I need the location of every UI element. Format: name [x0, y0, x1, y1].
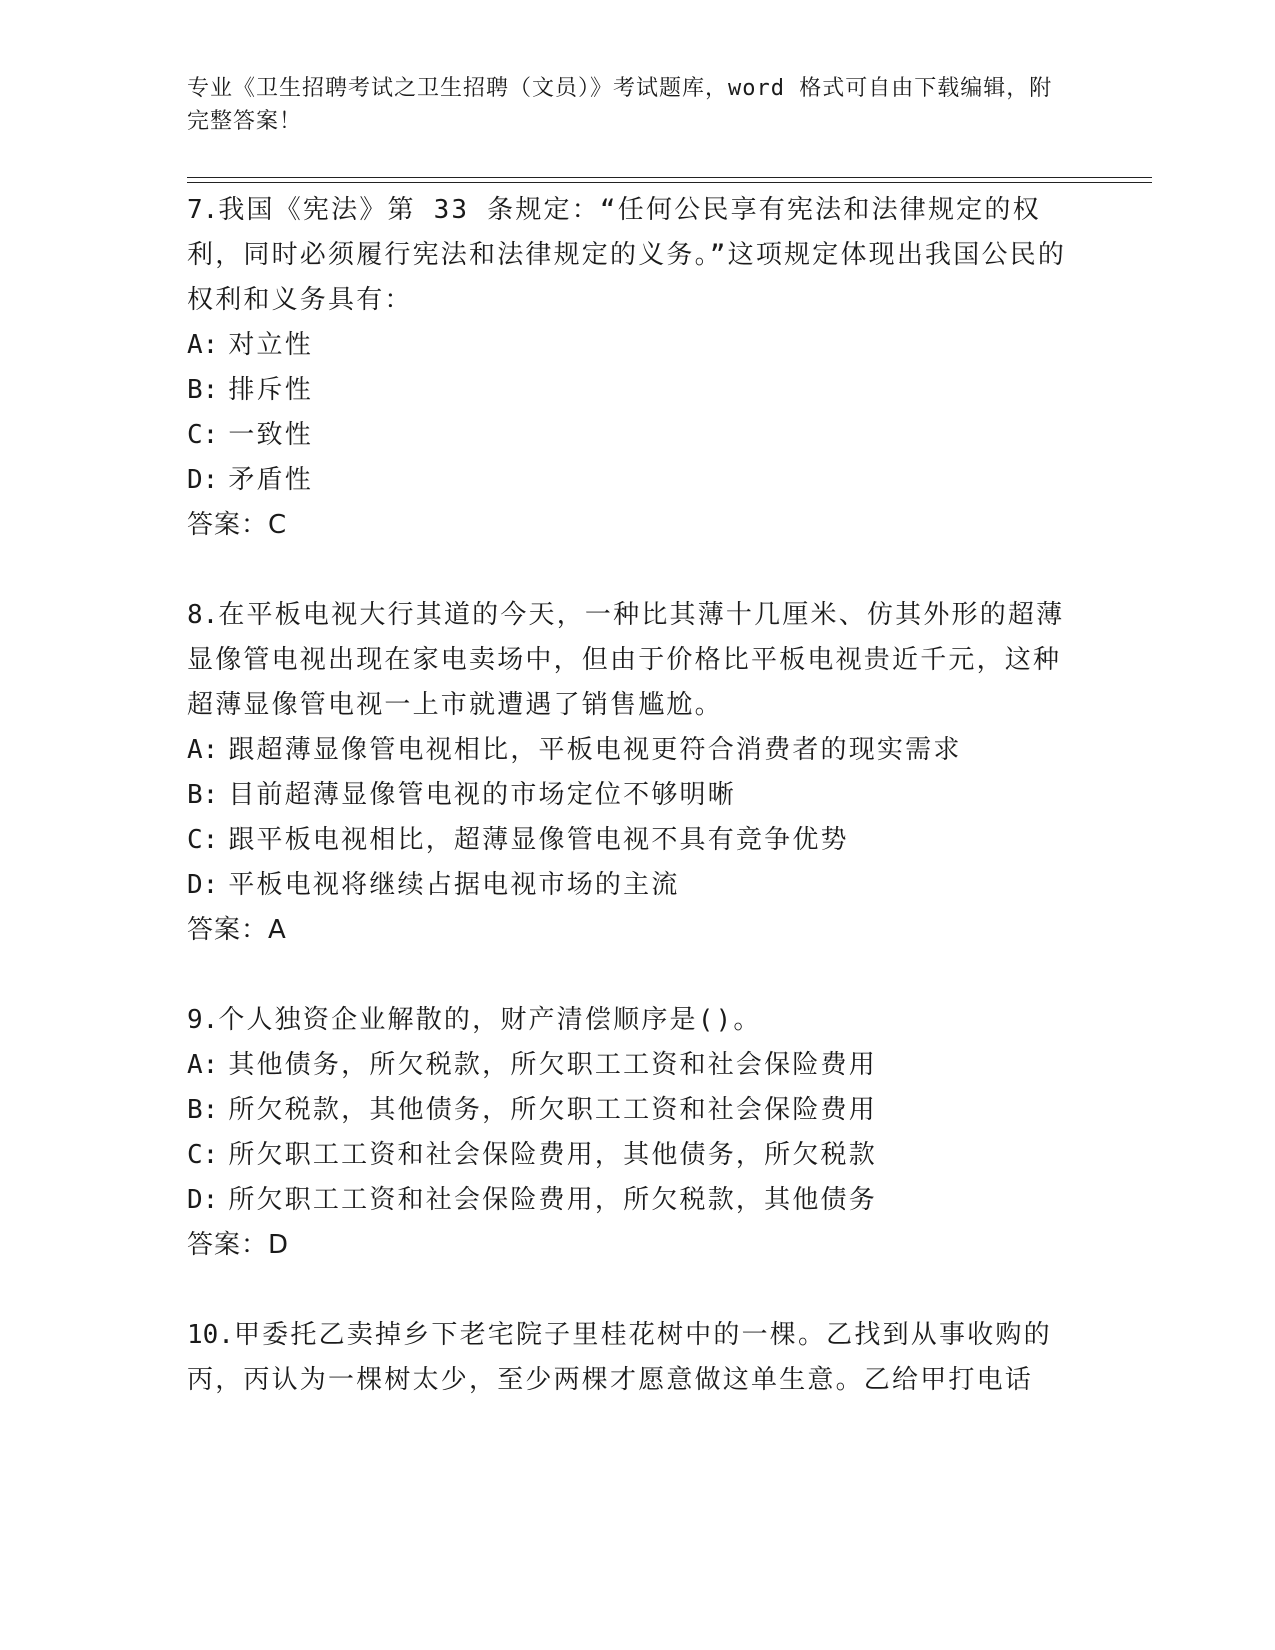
question-body: 甲委托乙卖掉乡下老宅院子里桂花树中的一棵。乙找到从事收购的丙，丙认为一棵树太少，至少两棵才愿意做这单生意。乙给甲打电话 [187, 1320, 1052, 1395]
option-b [187, 773, 1087, 818]
question-10 [187, 1313, 1087, 1403]
question-number: 7. [187, 195, 219, 225]
option-b [187, 1088, 1087, 1133]
option-a [187, 323, 1087, 368]
answer: 答案：D [187, 1230, 290, 1260]
option-text: 目前超薄显像管电视的市场定位不够明晰 [228, 780, 736, 810]
option-text: 所欠税款，其他债务，所欠职工工资和社会保险费用 [228, 1095, 877, 1125]
option-c [187, 818, 1087, 863]
option-key: A: [187, 1050, 219, 1080]
option-a [187, 1043, 1087, 1088]
document-header: 专业《卫生招聘考试之卫生招聘（文员）》考试题库，word 格式可自由下载编辑，附完整答案！ [187, 76, 1053, 134]
option-text: 对立性 [228, 330, 313, 360]
question-number: 8. [187, 600, 219, 630]
option-b [187, 368, 1087, 413]
option-d [187, 458, 1087, 503]
question-body: 个人独资企业解散的，财产清偿顺序是()。 [218, 1005, 762, 1035]
option-text: 所欠职工工资和社会保险费用，其他债务，所欠税款 [228, 1140, 877, 1170]
option-text: 排斥性 [228, 375, 313, 405]
question-text [187, 1313, 1087, 1403]
option-key: D: [187, 870, 219, 900]
option-key: A: [187, 330, 219, 360]
option-text: 平板电视将继续占据电视市场的主流 [228, 870, 680, 900]
option-text: 一致性 [228, 420, 313, 450]
header-rule-bottom [187, 182, 1152, 183]
question-text [187, 188, 1087, 323]
answer: 答案：A [187, 915, 287, 945]
question-8 [187, 593, 1087, 953]
question-body: 在平板电视大行其道的今天，一种比其薄十几厘米、仿其外形的超薄显像管电视出现在家电卖场中，但由于价格比平板电视贵近千元，这种超薄显像管电视一上市就遭遇了销售尴尬。 [187, 600, 1065, 720]
option-c [187, 1133, 1087, 1178]
option-text: 所欠职工工资和社会保险费用，所欠税款，其他债务 [228, 1185, 877, 1215]
question-text [187, 998, 1087, 1043]
option-d [187, 863, 1087, 908]
question-number: 10. [187, 1320, 234, 1350]
answer: 答案：C [187, 510, 288, 540]
option-a [187, 728, 1087, 773]
question-number: 9. [187, 1005, 219, 1035]
question-text [187, 593, 1087, 728]
option-c [187, 413, 1087, 458]
option-text: 矛盾性 [228, 465, 313, 495]
option-d [187, 1178, 1087, 1223]
option-text: 其他债务，所欠税款，所欠职工工资和社会保险费用 [228, 1050, 877, 1080]
question-body: 我国《宪法》第 33 条规定：“任何公民享有宪法和法律规定的权利，同时必须履行宪法和法律规定的义务。”这项规定体现出我国公民的权利和义务具有： [187, 195, 1067, 315]
option-text: 跟平板电视相比，超薄显像管电视不具有竞争优势 [228, 825, 849, 855]
question-7 [187, 188, 1087, 548]
question-list [187, 188, 1087, 1448]
option-key: C: [187, 825, 219, 855]
option-key: A: [187, 735, 219, 765]
header-rule-top [187, 177, 1152, 178]
option-key: D: [187, 1185, 219, 1215]
option-key: B: [187, 780, 219, 810]
option-key: B: [187, 375, 219, 405]
option-text: 跟超薄显像管电视相比，平板电视更符合消费者的现实需求 [228, 735, 962, 765]
option-key: D: [187, 465, 219, 495]
option-key: B: [187, 1095, 219, 1125]
option-key: C: [187, 420, 219, 450]
question-9 [187, 998, 1087, 1268]
option-key: C: [187, 1140, 219, 1170]
